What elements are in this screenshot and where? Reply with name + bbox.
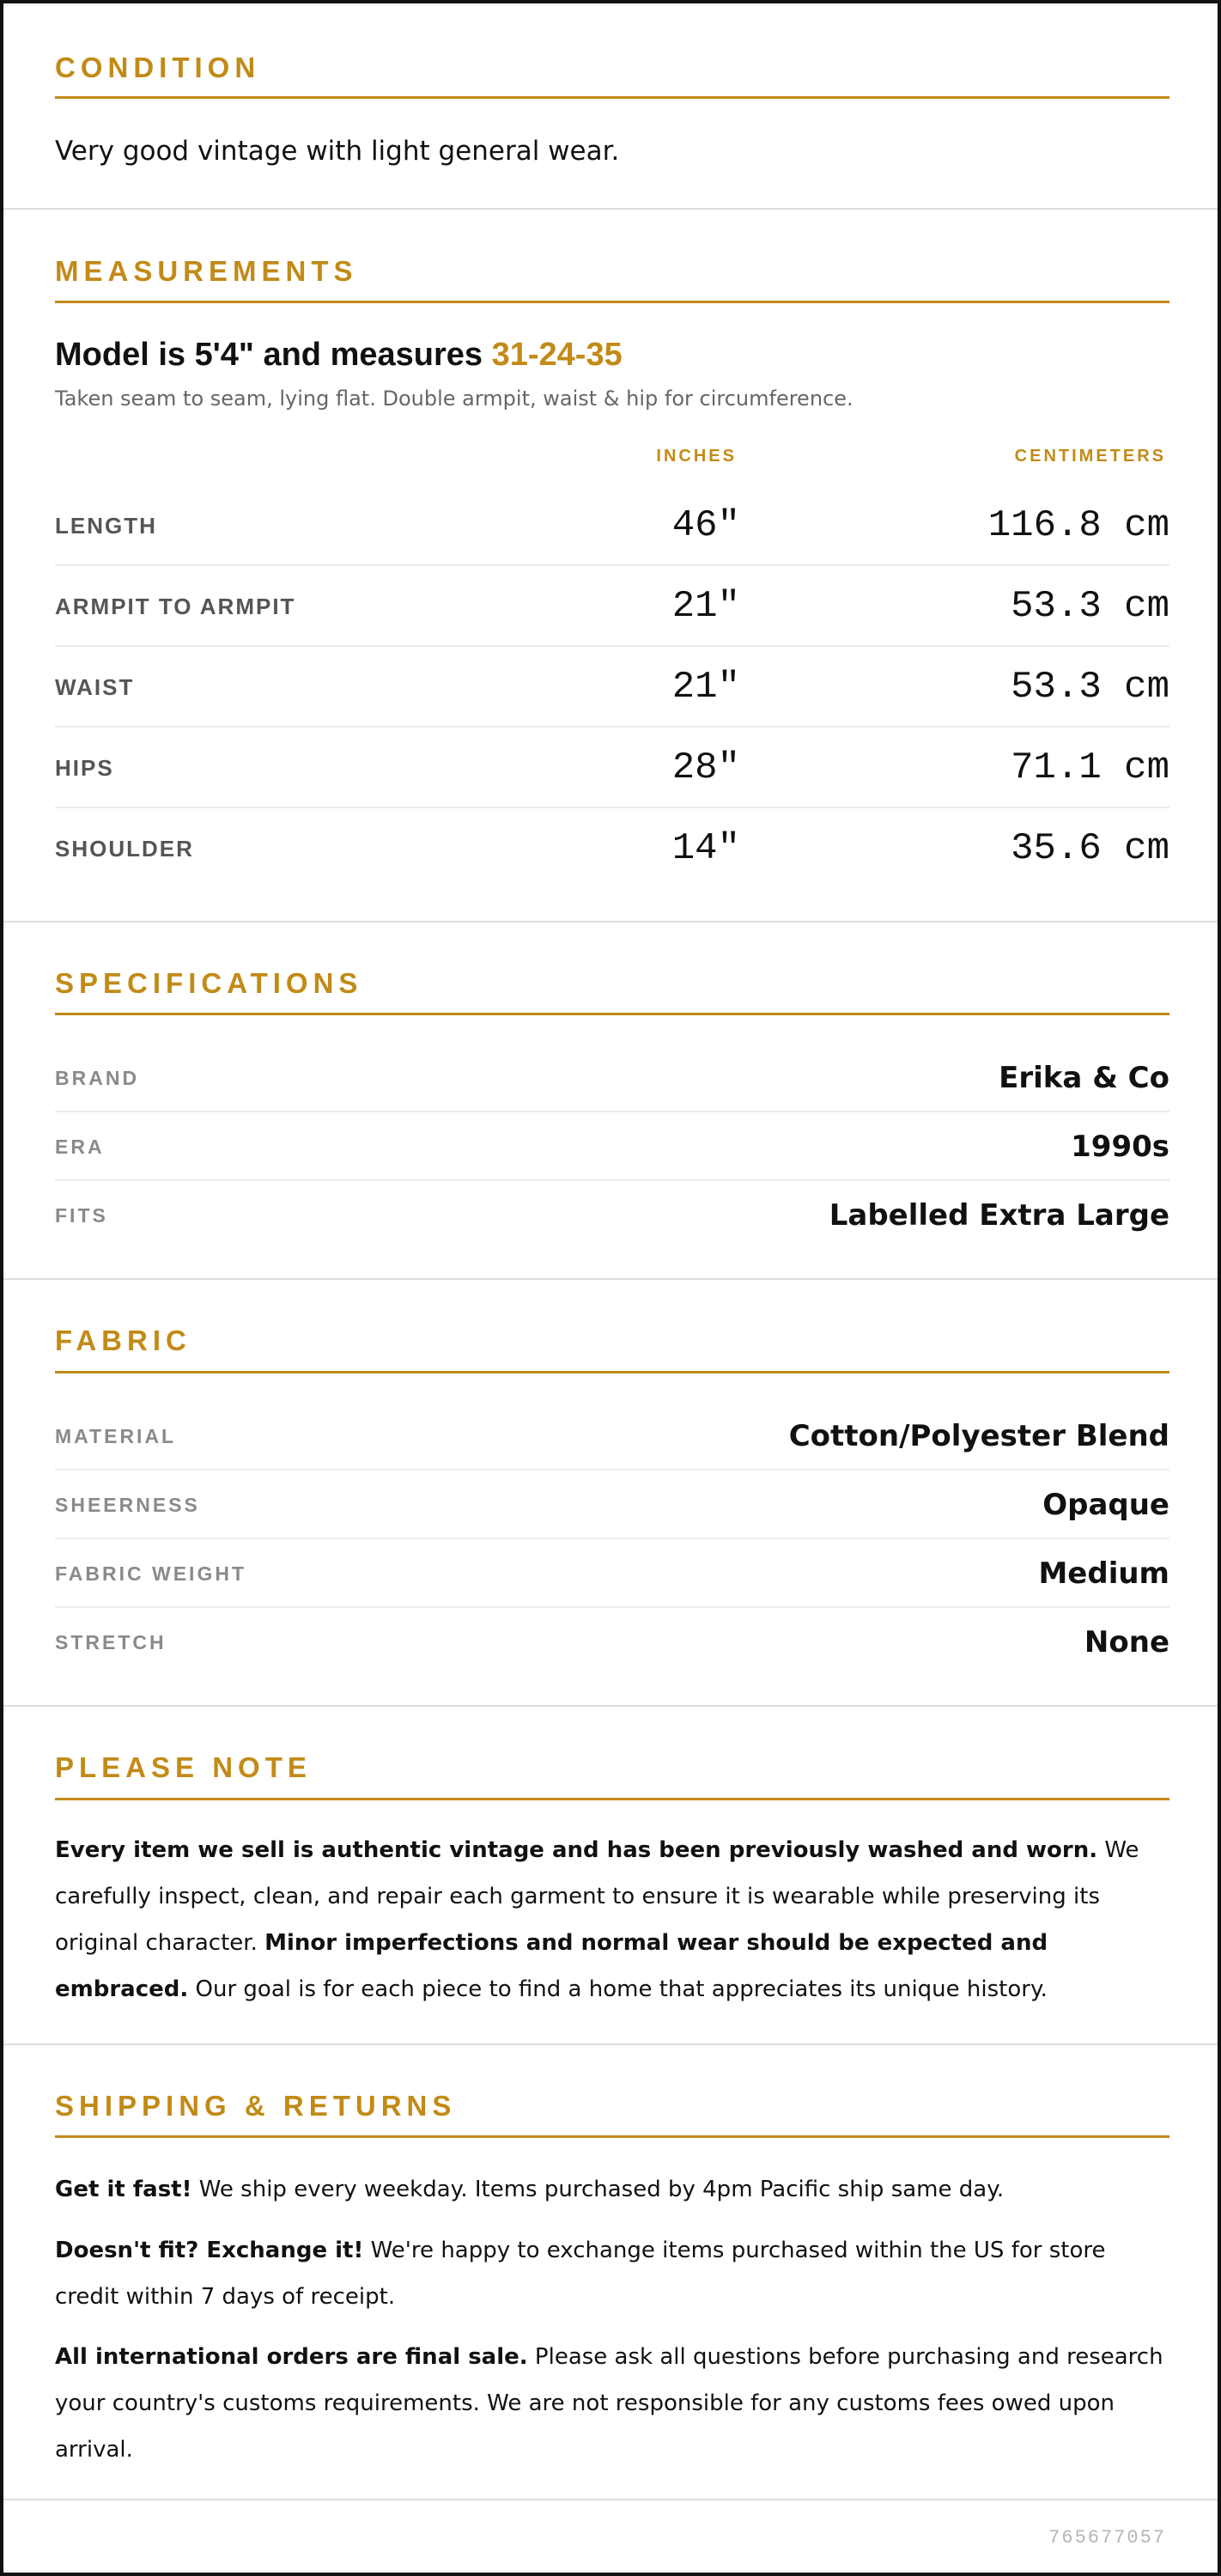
fabric-value: Cotton/Polyester Blend xyxy=(788,1419,1169,1453)
fabric-label: SHEERNESS xyxy=(55,1494,200,1516)
fabric-value: Medium xyxy=(1038,1556,1169,1591)
condition-text: Very good vintage with light general wear. xyxy=(55,136,620,167)
measurement-centimeters: 116.8 cm xyxy=(987,504,1169,547)
measurement-row-hips xyxy=(55,728,1169,808)
shipping-text-2: We're happy to exchange items purchased within the US for store credit within 7 days of receipt. xyxy=(55,2238,1106,2310)
spec-label: BRAND xyxy=(55,1067,140,1089)
spec-row-brand xyxy=(55,1044,1169,1112)
measurement-row-shoulder xyxy=(55,808,1169,889)
shipping-heading: SHIPPING & RETURNS xyxy=(55,2090,457,2122)
measurement-label: LENGTH xyxy=(55,513,157,539)
section-divider xyxy=(3,1705,1218,1707)
measurement-row-length xyxy=(55,485,1169,566)
please-note-heading: PLEASE NOTE xyxy=(55,1751,312,1783)
measurement-label: WAIST xyxy=(55,674,135,700)
shipping-text-1: We ship every weekday. Items purchased by 4pm Pacific ship same day. xyxy=(191,2177,1005,2202)
measurement-inches: 21" xyxy=(671,666,740,709)
shipping-paragraph-3 xyxy=(55,2334,1169,2473)
measurements-subtitle: Taken seam to seam, lying flat. Double armpit, waist & hip for circumference. xyxy=(55,387,853,411)
measurements-heading: MEASUREMENTS xyxy=(55,255,358,287)
model-prefix: Model is 5'4" and measures xyxy=(55,337,492,373)
measurement-centimeters: 71.1 cm xyxy=(1011,746,1169,789)
note-bold-2: Minor imperfections and normal wear should be expected and embraced. xyxy=(55,1930,1048,2002)
spec-label: ERA xyxy=(55,1136,105,1158)
fabric-row-weight xyxy=(55,1539,1169,1608)
shipping-paragraph-2 xyxy=(55,2227,1169,2320)
fabric-value: Opaque xyxy=(1042,1488,1169,1522)
section-divider xyxy=(3,2043,1218,2045)
note-text-2: Our goal is for each piece to find a home that appreciates its unique history. xyxy=(188,1976,1048,2002)
model-measurements xyxy=(55,337,623,374)
measurement-row-waist xyxy=(55,647,1169,728)
spec-value: Labelled Extra Large xyxy=(829,1198,1169,1233)
measurement-centimeters: 53.3 cm xyxy=(1011,585,1169,628)
spec-value: Erika & Co xyxy=(999,1061,1169,1095)
section-divider xyxy=(3,2499,1218,2500)
shipping-bold-1: Get it fast! xyxy=(55,2177,192,2202)
specifications-heading: SPECIFICATIONS xyxy=(55,967,363,999)
please-note-text xyxy=(55,1827,1169,2013)
column-header-centimeters: CENTIMETERS xyxy=(1014,447,1166,466)
note-bold-1: Every item we sell is authentic vintage and has been previously washed and worn. xyxy=(55,1837,1098,1863)
fabric-row-material xyxy=(55,1402,1169,1471)
column-header-inches: INCHES xyxy=(656,447,737,466)
fabric-label: FABRIC WEIGHT xyxy=(55,1562,246,1585)
please-note-rule xyxy=(55,1798,1169,1800)
measurement-centimeters: 53.3 cm xyxy=(1011,666,1169,709)
spec-row-fits xyxy=(55,1181,1169,1250)
condition-heading: CONDITION xyxy=(55,52,261,83)
shipping-bold-2: Doesn't fit? Exchange it! xyxy=(55,2238,364,2263)
shipping-paragraph-1 xyxy=(55,2166,1169,2213)
measurements-rule xyxy=(55,301,1169,303)
spec-row-era xyxy=(55,1112,1169,1181)
section-divider xyxy=(3,1278,1218,1280)
measurement-inches: 14" xyxy=(671,827,740,870)
measurement-centimeters: 35.6 cm xyxy=(1011,827,1169,870)
measurement-inches: 21" xyxy=(671,585,740,628)
fabric-value: None xyxy=(1084,1625,1169,1659)
shipping-bold-3: All international orders are final sale. xyxy=(55,2344,528,2370)
measurement-label: SHOULDER xyxy=(55,836,194,862)
section-divider xyxy=(3,921,1218,923)
product-sku: 765677057 xyxy=(1048,2527,1166,2549)
measurement-label: HIPS xyxy=(55,755,114,781)
fabric-heading: FABRIC xyxy=(55,1325,191,1356)
fabric-label: STRETCH xyxy=(55,1631,167,1653)
fabric-rule xyxy=(55,1371,1169,1373)
spec-label: FITS xyxy=(55,1204,108,1227)
section-divider xyxy=(3,208,1218,210)
measurement-inches: 46" xyxy=(671,504,740,547)
spec-value: 1990s xyxy=(1071,1130,1169,1164)
model-measures-value: 31-24-35 xyxy=(491,337,623,373)
specifications-rule xyxy=(55,1013,1169,1015)
fabric-row-sheerness xyxy=(55,1471,1169,1539)
condition-rule xyxy=(55,96,1169,99)
note-text-1: We carefully inspect, clean, and repair each garment to ensure it is wearable while preserving its original character. xyxy=(55,1837,1139,1956)
measurement-row-armpit xyxy=(55,566,1169,647)
fabric-label: MATERIAL xyxy=(55,1425,177,1447)
shipping-text-3: Please ask all questions before purchasing and research your country's customs requirements. We are not responsible for any customs fees owed upon arrival. xyxy=(55,2344,1163,2463)
shipping-rule xyxy=(55,2135,1169,2138)
measurement-inches: 28" xyxy=(671,746,740,789)
fabric-row-stretch xyxy=(55,1608,1169,1677)
measurement-label: ARMPIT TO ARMPIT xyxy=(55,594,296,619)
